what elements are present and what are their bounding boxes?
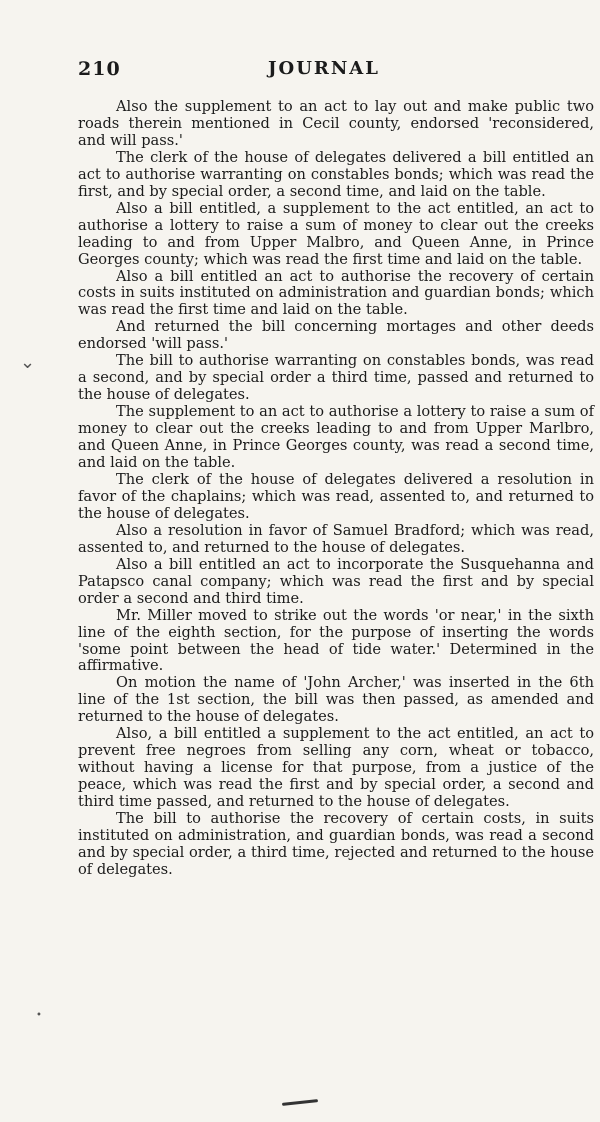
paragraph: Also, a bill entitled a supplement to the act entitled, an act to prevent free negroes from selling any corn, wheat or tobacco, without having a license for that purpose, from a justice of the peace, which was read the first and by special order, a second and third time passed, and returned to the house of delegates. xyxy=(78,725,594,811)
paragraph: On motion the name of 'John Archer,' was inserted in the 6th line of the 1st section, the bill was then passed, as amended and returned to the house of delegates. xyxy=(78,674,594,726)
paragraph: Also a bill entitled an act to authorise the recovery of certain costs in suits instituted on administration and guardian bonds; which was read the first time and laid on the table. xyxy=(78,267,594,319)
paragraph: And returned the bill concerning mortages and other deeds endorsed 'will pass.' xyxy=(78,318,594,353)
margin-ink-dot: • xyxy=(36,1010,42,1021)
bottom-ink-mark xyxy=(282,1099,318,1106)
margin-ink-mark: ⌄ xyxy=(20,352,36,373)
paragraph: The bill to authorise warranting on constables bonds, was read a second, and by special order a third time, passed and returned to the house of delegates. xyxy=(78,352,594,404)
paragraph: Also a bill entitled, a supplement to the act entitled, an act to authorise a lottery to raise a sum of money to clear out the creeks leading to and from Upper Malbro, and Queen Anne, in Prince Georges county; which was read the first time and laid on the table. xyxy=(78,199,594,268)
paragraph: The clerk of the house of delegates delivered a resolution in favor of the chaplains; which was read, assented to, and returned to the house of delegates. xyxy=(78,470,594,522)
page-header xyxy=(78,58,498,84)
paragraph: The supplement to an act to authorise a lottery to raise a sum of money to clear out the creeks leading to and from Upper Marlbro, and Queen Anne, in Prince Georges county, was read a second time, and laid on the table. xyxy=(78,403,594,472)
body-text xyxy=(78,99,594,879)
paragraph: The bill to authorise the recovery of certain costs, in suits instituted on administration, and guardian bonds, was read a second and by special order, a third time, rejected and returned to the house of delegates. xyxy=(78,810,594,878)
paragraph: Mr. Miller moved to strike out the words 'or near,' in the sixth line of the eighth section, for the purpose of inserting the words 'some point between the head of tide water.' Determined in the affirmative. xyxy=(78,606,594,675)
running-head: JOURNAL xyxy=(268,58,380,79)
paragraph: Also the supplement to an act to lay out and make public two roads therein mentioned in Cecil county, endorsed 'reconsidered, and will pass.' xyxy=(78,98,594,149)
paragraph: Also a resolution in favor of Samuel Bradford; which was read, assented to, and returned to the house of delegates. xyxy=(78,521,594,556)
paragraph: Also a bill entitled an act to incorporate the Susquehanna and Patapsco canal company; which was read the first and by special order a second and third time. xyxy=(78,555,594,607)
page-number: 210 xyxy=(78,58,121,80)
paragraph: The clerk of the house of delegates delivered a bill entitled an act to authorise warranting on constables bonds; which was read the first, and by special order, a second time, and laid on the table. xyxy=(78,148,594,200)
